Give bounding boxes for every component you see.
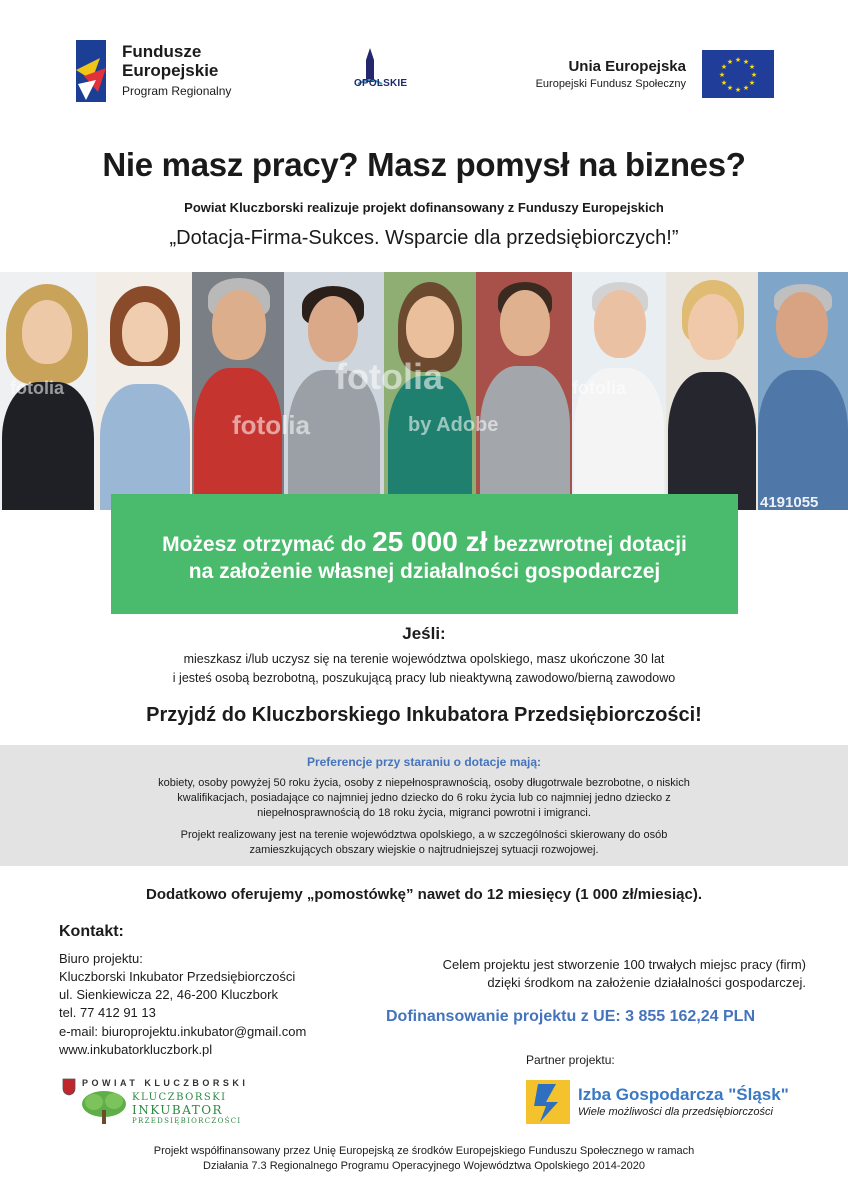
offer-line2: na założenie własnej działalności gospodarczej bbox=[188, 560, 661, 583]
eu-logo bbox=[535, 50, 778, 102]
svg-text:★: ★ bbox=[734, 56, 742, 64]
svg-text:★: ★ bbox=[726, 58, 734, 66]
preferences-box bbox=[0, 745, 848, 866]
preferences-text2: Projekt realizowany jest na terenie województwa opolskiego, a w szczególności skierowany do osób zamieszkujących obszary wiejskie o najtrudniejszej sytuacji rozwojowej. bbox=[180, 829, 668, 856]
fe-star-icon bbox=[76, 40, 110, 102]
svg-text:★: ★ bbox=[720, 79, 728, 87]
funding-amount: Dofinansowanie projektu z UE: 3 855 162,24 PLN bbox=[386, 1008, 755, 1025]
contact-online bbox=[59, 1023, 306, 1059]
opolskie-text: OPOLSKIE bbox=[354, 78, 408, 89]
eu-flag-icon bbox=[702, 50, 774, 98]
fe-line1: Fundusze bbox=[122, 42, 202, 61]
izba-mark-icon bbox=[526, 1080, 570, 1124]
footer-line1: Projekt współfinansowany przez Unię Europejską ze środków Europejskiego Funduszu Społecznego w ramach bbox=[153, 1145, 695, 1157]
contact-heading: Kontakt: bbox=[59, 923, 124, 940]
footer-line2: Działania 7.3 Regionalnego Programu Operacyjnego Województwa Opolskiego 2014-2020 bbox=[203, 1160, 645, 1172]
tree-icon bbox=[80, 1090, 128, 1126]
svg-text:★: ★ bbox=[750, 71, 758, 79]
offer-prefix: Możesz otrzymać do bbox=[162, 533, 373, 556]
partner-tagline: Wiele możliwości dla przedsiębiorczości bbox=[578, 1106, 773, 1118]
inkubator-logo bbox=[62, 1078, 262, 1126]
stock-number: 4191055 bbox=[760, 494, 819, 511]
watermark: fotolia bbox=[572, 378, 626, 398]
svg-text:★: ★ bbox=[734, 86, 742, 94]
photo-person bbox=[476, 272, 572, 510]
photo-person bbox=[192, 272, 284, 510]
office-label: Biuro projektu: bbox=[59, 951, 143, 966]
partner-label: Partner projektu: bbox=[526, 1053, 615, 1067]
offer-box bbox=[111, 494, 738, 614]
photo-person bbox=[758, 272, 848, 510]
inkubator-line3: PRZEDSIĘBIORCZOŚCI bbox=[132, 1117, 242, 1125]
fe-line2: Europejskie bbox=[122, 61, 219, 80]
partner-name: Izba Gospodarcza "Śląsk" bbox=[578, 1085, 789, 1104]
svg-text:★: ★ bbox=[748, 79, 756, 87]
inkubator-top: POWIAT KLUCZBORSKI bbox=[82, 1078, 249, 1088]
email-link[interactable]: e-mail: biuroprojektu.inkubator@gmail.com bbox=[59, 1024, 307, 1039]
coat-of-arms-icon bbox=[62, 1078, 76, 1096]
offer-line1 bbox=[111, 526, 738, 558]
inkubator-line1: KLUCZBORSKI bbox=[132, 1092, 227, 1103]
svg-text:★: ★ bbox=[726, 84, 734, 92]
watermark: by Adobe bbox=[408, 414, 499, 436]
headline: Nie masz pracy? Masz pomysł na biznes? bbox=[102, 146, 746, 183]
photo-person bbox=[96, 272, 192, 510]
preferences-text: kobiety, osoby powyżej 50 roku życia, osoby z niepełnosprawnością, osoby długotrwale bezrobotne, o niskich kwalifikacjach, posiadające co najmniej jedno dziecko do 6 roku życia lub co najmniej jedno dziecko z niepełnosprawnością do 18 roku życia, migranci powrotni i imigranci. bbox=[158, 777, 690, 819]
goal-line1: Celem projektu jest stworzenie 100 trwałych miejsc pracy (firm) bbox=[442, 957, 806, 972]
eu-line1: Unia Europejska bbox=[568, 58, 686, 75]
conditions-line1: mieszkasz i/lub uczysz się na terenie województwa opolskiego, masz ukończone 30 lat bbox=[183, 652, 665, 666]
project-goal bbox=[360, 956, 806, 992]
offer-amount: 25 000 zł bbox=[372, 526, 488, 557]
photo-person bbox=[666, 272, 758, 510]
svg-text:★: ★ bbox=[720, 63, 728, 71]
fundusze-europejskie-logo bbox=[76, 40, 266, 104]
izba-gospodarcza-logo bbox=[526, 1080, 826, 1126]
office-phone: tel. 77 412 91 13 bbox=[59, 1005, 156, 1020]
preferences-title: Preferencje przy staraniu o dotacje mają: bbox=[306, 755, 542, 769]
bridge-offer: Dodatkowo oferujemy „pomostówkę” nawet do 12 miesięcy (1 000 zł/miesiąc). bbox=[145, 886, 702, 903]
call-to-action: Przyjdź do Kluczborskiego Inkubatora Przedsiębiorczości! bbox=[146, 704, 702, 726]
project-name: „Dotacja-Firma-Sukces. Wsparcie dla przedsiębiorczych!” bbox=[169, 227, 679, 249]
office-org: Kluczborski Inkubator Przedsiębiorczości bbox=[59, 969, 296, 984]
conditions-line2: i jesteś osobą bezrobotną, poszukującą pracy lub nieaktywną zawodowo/bierną zawodowo bbox=[172, 671, 676, 685]
svg-text:★: ★ bbox=[748, 63, 756, 71]
subtitle: Powiat Kluczborski realizuje projekt dofinansowany z Funduszy Europejskich bbox=[184, 200, 664, 215]
goal-line2: dzięki środkom na założenie działalności gospodarczej. bbox=[487, 975, 806, 990]
watermark: fotolia bbox=[232, 410, 310, 440]
inkubator-line2: INKUBATOR bbox=[132, 1103, 224, 1117]
opolskie-logo bbox=[340, 48, 440, 106]
eu-line2: Europejski Fundusz Społeczny bbox=[535, 78, 686, 90]
website-link[interactable]: www.inkubatorkluczbork.pl bbox=[59, 1042, 213, 1057]
footer-note bbox=[0, 1144, 848, 1174]
conditions-title: Jeśli: bbox=[402, 624, 446, 643]
offer-suffix: bezzwrotnej dotacji bbox=[487, 533, 687, 556]
svg-text:★: ★ bbox=[742, 58, 750, 66]
svg-text:★: ★ bbox=[718, 71, 726, 79]
office-address: ul. Sienkiewicza 22, 46-200 Kluczbork bbox=[59, 987, 278, 1002]
watermark: fotolia bbox=[10, 378, 64, 398]
svg-text:★: ★ bbox=[742, 84, 750, 92]
contact-details bbox=[59, 950, 295, 1022]
watermark: fotolia bbox=[335, 356, 443, 397]
fe-line3: Program Regionalny bbox=[122, 84, 232, 98]
conditions-text bbox=[0, 650, 848, 688]
